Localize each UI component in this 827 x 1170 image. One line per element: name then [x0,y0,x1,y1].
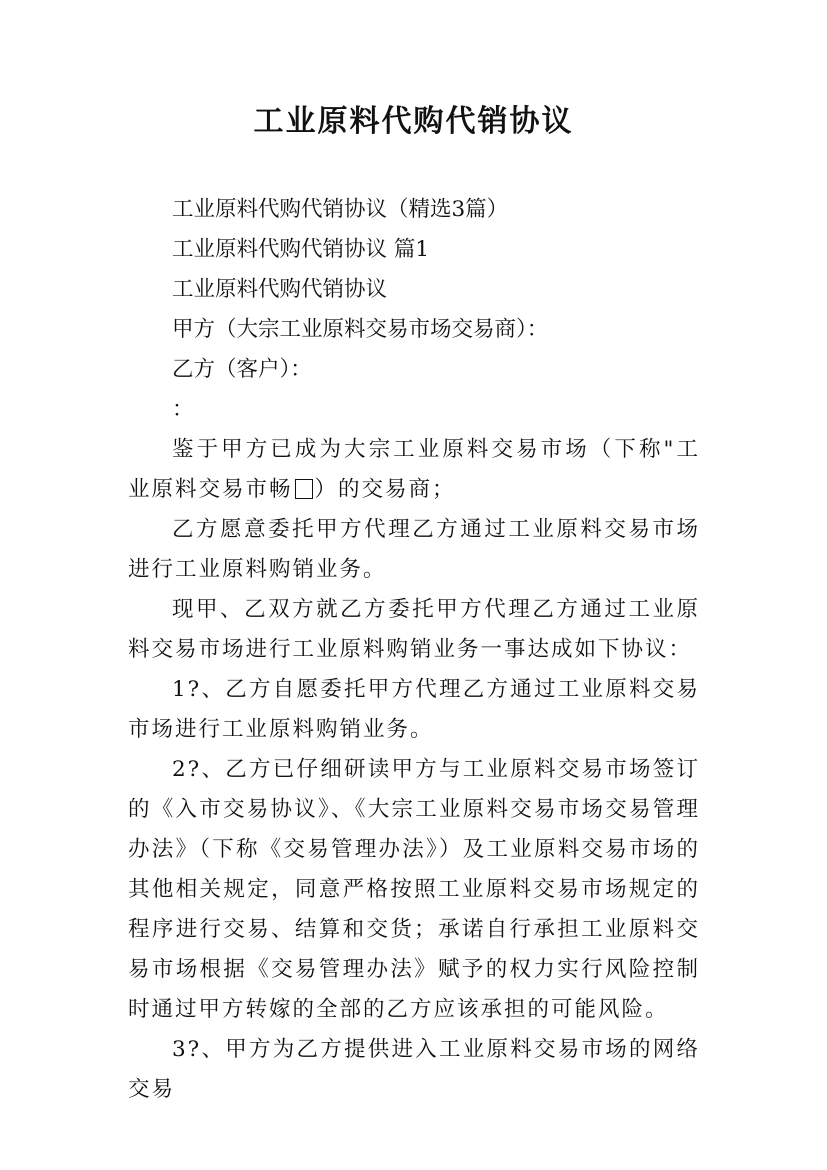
paragraph: 1?、乙方自愿委托甲方代理乙方通过工业原料交易市场进行工业原料购销业务。 [128,677,700,742]
party-b-line: 乙方（客户）： [172,357,312,382]
paragraph-text: 鉴于甲方已成为大宗工业原料交易市场（下称"工业原料交易市畅 [128,437,700,502]
document-title: 工业原料代购代销协议 [253,104,574,139]
intro-line: 工业原料代购代销协议（精选3篇） [172,197,509,222]
paragraph: 乙方愿意委托甲方代理乙方通过工业原料交易市场进行工业原料购销业务。 [128,517,700,582]
party-a-line: 甲方（大宗工业原料交易市场交易商）： [172,317,549,342]
missing-glyph-box [295,479,313,499]
intro-line: 工业原料代购代销协议 [172,277,388,302]
colon-line: ： [172,397,194,422]
paragraph: 3?、甲方为乙方提供进入工业原料交易市场的网络交易 [128,1037,700,1102]
document-body [128,190,700,1110]
intro-line: 工业原料代购代销协议 篇1 [172,237,430,262]
paragraph: 现甲、乙双方就乙方委托甲方代理乙方通过工业原料交易市场进行工业原料购销业务一事达成如下协议： [128,597,700,662]
paragraph: 2?、乙方已仔细研读甲方与工业原料交易市场签订的《入市交易协议》、《大宗工业原料交易市场交易管理办法》（下称《交易管理办法》）及工业原料交易市场的其他相关规定，同意严格按照工业原料交易市场规定的程序进行交易、结算和交货；承诺自行承担工业原料交易市场根据《交易管理办法》赋予的权力实行风险控制时通过甲方转嫁的全部的乙方应该承担的可能风险。 [128,757,700,1022]
paragraph [128,430,700,510]
paragraph-text: ）的交易商； [314,477,456,502]
